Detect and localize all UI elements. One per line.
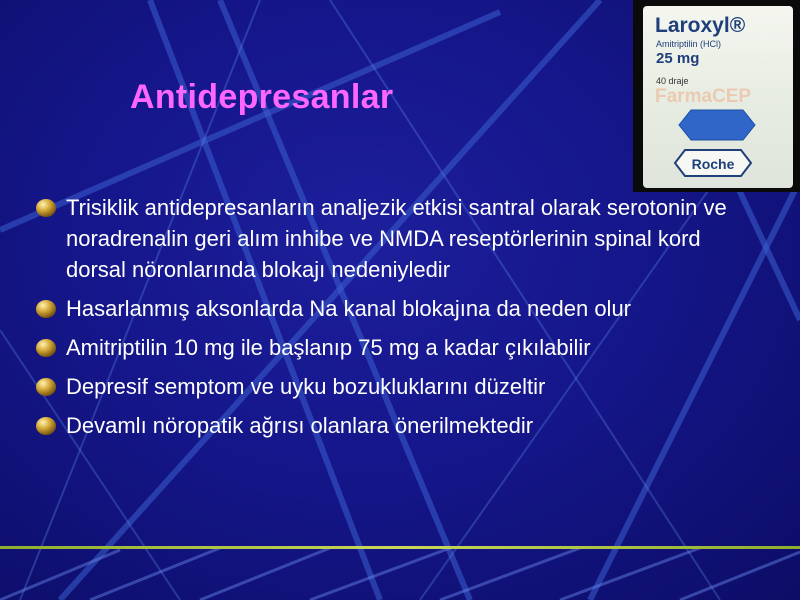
bullet-list — [35, 192, 765, 449]
roche-logo-text: Roche — [691, 156, 735, 172]
list-item — [35, 293, 765, 324]
bullet-text: Amitriptilin 10 mg ile başlanıp 75 mg a kadar çıkılabilir — [66, 335, 591, 360]
product-dose: 25 mg — [656, 50, 700, 67]
gold-sphere-bullet-icon — [35, 377, 57, 397]
roche-logo — [673, 148, 753, 178]
product-brand: Laroxyl® — [655, 14, 746, 37]
hexagon-pill-icon — [677, 108, 757, 142]
gold-sphere-bullet-icon — [35, 198, 57, 218]
product-watermark: FarmaCEP — [655, 86, 752, 107]
bullet-text: Devamlı nöropatik ağrısı olanlara önerilmektedir — [66, 413, 534, 438]
list-item — [35, 410, 765, 441]
list-item — [35, 371, 765, 402]
product-count: 40 draje — [656, 76, 689, 86]
bullet-text: Hasarlanmış aksonlarda Na kanal blokajına da neden olur — [66, 296, 632, 321]
gold-sphere-bullet-icon — [35, 338, 57, 358]
slide-title: Antidepresanlar — [130, 78, 394, 116]
product-generic-name: Amitriptilin (HCl) — [656, 39, 721, 49]
bullet-text: Trisiklik antidepresanların analjezik etkisi santral olarak serotonin ve noradrenalin geri alım inhibe ve NMDA reseptörlerinin spinal kord dorsal nöronlarında blokajı nedeniyledir — [66, 195, 727, 282]
list-item — [35, 192, 765, 285]
bullet-text: Depresif semptom ve uyku bozukluklarını düzeltir — [66, 374, 546, 399]
product-photo — [633, 0, 800, 192]
medicine-box — [643, 6, 793, 188]
gold-sphere-bullet-icon — [35, 416, 57, 436]
list-item — [35, 332, 765, 363]
footer-stripe — [0, 546, 800, 549]
gold-sphere-bullet-icon — [35, 299, 57, 319]
